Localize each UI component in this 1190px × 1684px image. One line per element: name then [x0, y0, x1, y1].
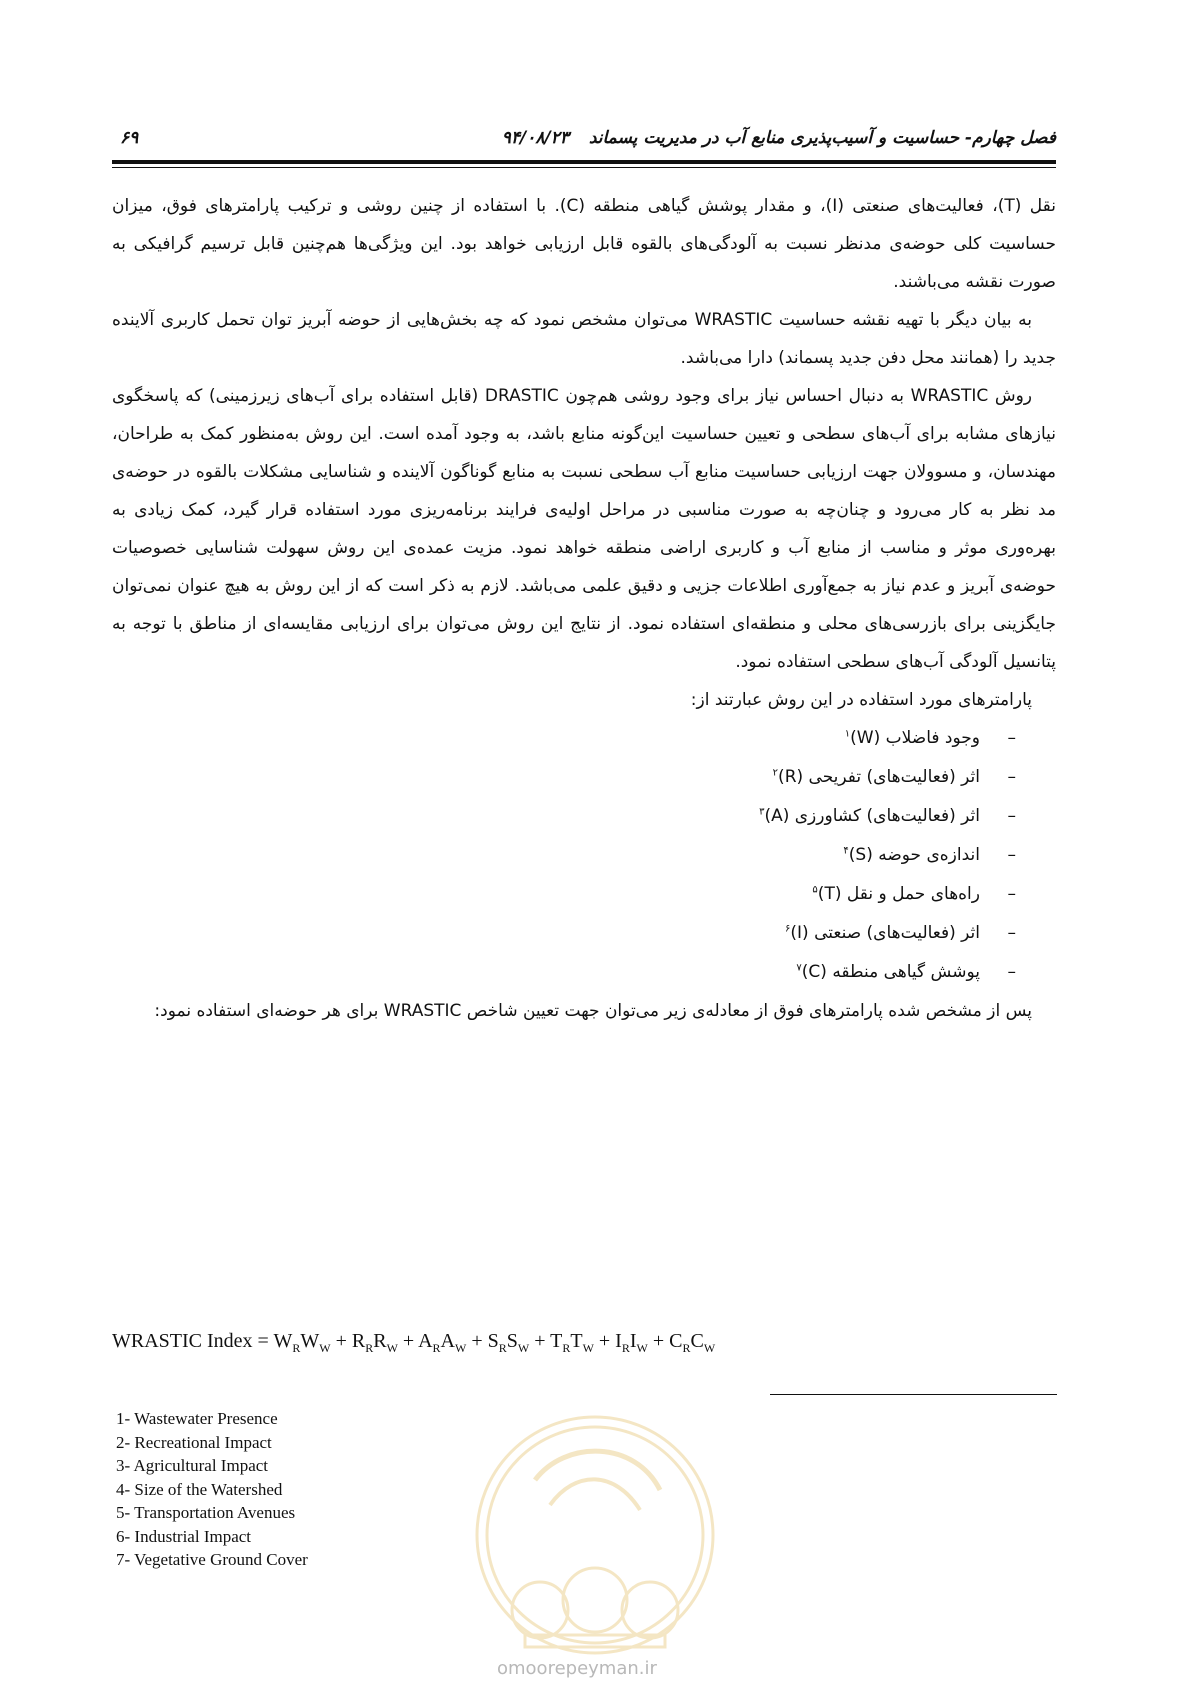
list-item: –اثر (فعالیت‌های) صنعتی $(I)^۶$ — [785, 923, 1016, 943]
parameter-list — [112, 719, 1056, 992]
formula-term: + $A_RA_W$ — [397, 1330, 467, 1355]
list-item: –راه‌های حمل و نقل $(T)^۵$ — [812, 884, 1016, 904]
list-item: –اثر (فعالیت‌های) تفریحی $(R)^۲$ — [772, 767, 1016, 787]
header-date: ۹۴/۰۸/۲۳ — [501, 128, 569, 148]
chapter-title: فصل چهارم- حساسیت و آسیب‌پذیری منابع آب در مدیریت پسماند — [588, 128, 1056, 148]
list-intro: پارامترهای مورد استفاده در این روش عبارتند از: — [690, 690, 1032, 710]
formula-term: + $R_RR_W$ — [330, 1330, 398, 1355]
paragraph-2: به بیان دیگر با تهیه نقشه حساسیت WRASTIC می‌توان مشخص نمود که چه بخش‌هایی از حوضه آبریز توان تحمل کاربری آلاینده جدید را (همانند محل دفن جدید پسماند) دارا می‌باشد. — [112, 310, 1056, 368]
list-item: –وجود فاضلاب $(W)^۱$ — [844, 728, 1016, 748]
closing-paragraph: پس از مشخص شده پارامترهای فوق از معادله‌ی زیر می‌توان جهت تعیین شاخص WRASTIC برای هر حوضه‌ای استفاده نمود: — [154, 1001, 1032, 1021]
watermark-seal-icon — [465, 1410, 725, 1680]
formula-term: + $I_RI_W$ — [593, 1330, 648, 1355]
footnote: 5- Transportation Avenues — [116, 1503, 296, 1522]
list-item: –اثر (فعالیت‌های) کشاورزی $(A)^۳$ — [759, 806, 1016, 826]
footnote: 3- Agricultural Impact — [116, 1456, 269, 1475]
body-text — [112, 187, 1056, 1030]
list-item: –پوشش گیاهی منطقه $(C)^۷$ — [796, 962, 1016, 982]
formula-term: + $C_RC_W$ — [647, 1330, 716, 1355]
list-item: –اندازه‌ی حوضه $(S)^۴$ — [843, 845, 1016, 865]
header-rule-thick — [112, 160, 1056, 164]
paragraph-1: نقل (T)، فعالیت‌های صنعتی (I)، و مقدار پوشش گیاهی منطقه (C). با استفاده از چنین روشی و ترکیب پارامترهای فوق، میزان حساسیت کلی حوضه‌ی مدنظر نسبت به آلودگی‌های بالقوه قابل ارزیابی خواهد بود. این ویژگی‌ها هم‌چنین قابل ترسیم گرافیکی به صورت نقشه می‌باشند. — [112, 196, 1056, 292]
footnote: 7- Vegetative Ground Cover — [116, 1550, 308, 1569]
footnote-rule — [770, 1394, 1057, 1395]
watermark-text: omoorepeyman.ir — [497, 1658, 657, 1679]
footnotes — [116, 1407, 308, 1572]
footnote: 1- Wastewater Presence — [116, 1409, 278, 1428]
formula-term: + $S_RS_W$ — [466, 1330, 530, 1355]
footnote: 6- Industrial Impact — [116, 1526, 252, 1546]
formula-term: $W_RW_W$ — [273, 1330, 331, 1355]
footnote: 4- Size of the Watershed — [116, 1479, 283, 1499]
footnote: 2- Recreational Impact — [116, 1432, 272, 1452]
page-header — [112, 128, 1056, 150]
paragraph-3: روش WRASTIC به دنبال احساس نیاز برای وجود روشی هم‌چون DRASTIC (قابل استفاده برای آب‌های زیرزمینی) که پاسخگوی نیازهای مشابه برای آب‌های سطحی و تعیین حساسیت این‌گونه منابع باشد، به وجود آمده است. این روش به‌منظور کمک به طراحان، مهندسان، و مسوولان جهت ارزیابی حساسیت منابع آب سطحی نسبت به منابع گوناگون آلاینده و شناسایی مشکلات بالقوه در حوضه‌ی مد نظر به کار می‌رود و چنان‌چه به صورت مناسبی در مراحل اولیه‌ی فرایند برنامه‌ریزی مورد استفاده قرار گیرد، کمک زیادی به بهره‌وری موثر و مناسب از منابع آب و کاربری اراضی منطقه خواهد نمود. مزیت عمده‌ی این روش سهولت شناسایی خصوصیات حوضه‌ی آبریز و عدم نیاز به جمع‌آوری اطلاعات جزیی و دقیق علمی می‌باشد. لازم به ذکر است که از این روش به هیچ عنوان نمی‌توان جایگزینی برای بازرسی‌های محلی و منطقه‌ای استفاده نمود. از نتایج این روش می‌توان برای ارزیابی مقایسه‌ای از مناطق با توجه به پتانسیل آلودگی آب‌های سطحی استفاده نمود. — [112, 386, 1056, 672]
page-number: ۶۹ — [120, 128, 139, 148]
header-rule-thin — [112, 167, 1056, 168]
wrastic-formula: WRASTIC Index = $W_RW_W + R_RR_W + A_RA_W + S_RS_W + T_RT_W + I_RI_W + C_RC_W$ — [112, 1330, 716, 1355]
running-title — [502, 128, 1056, 148]
formula-term: + $T_RT_W$ — [529, 1330, 594, 1355]
